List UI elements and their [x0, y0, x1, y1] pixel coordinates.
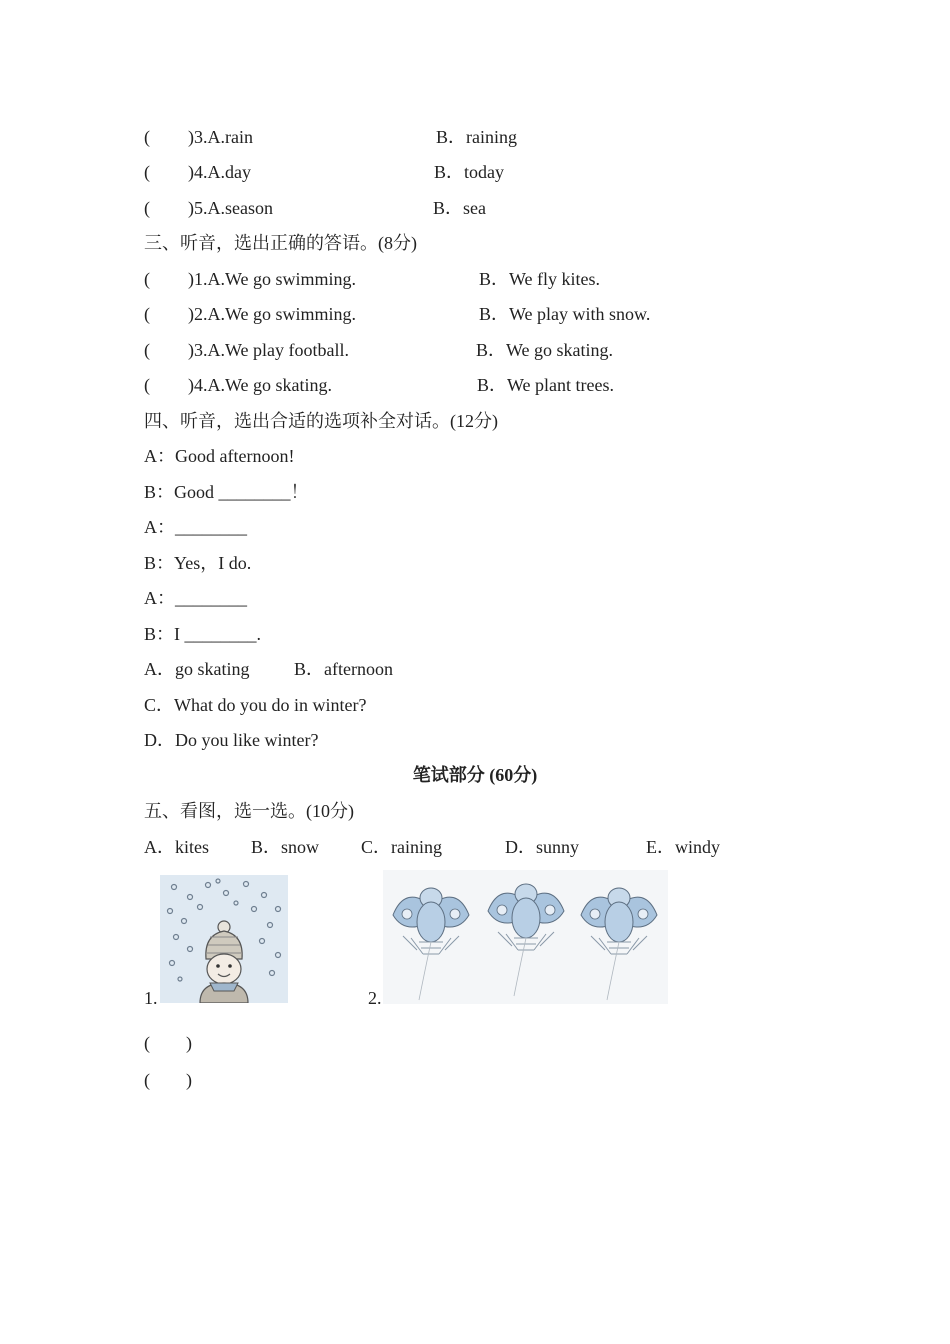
q3-item-2: ( )2.A.We go swimming. B．We play with snow. — [144, 304, 651, 324]
option-b: B．We fly kites. — [479, 269, 601, 289]
option-b: B．today — [434, 162, 504, 182]
q2-item-4: ( )4.A.day B．today — [144, 162, 504, 182]
option-b: B．sea — [433, 198, 486, 218]
option-b: B．We play with snow. — [479, 304, 651, 324]
q3-item-3: ( )3.A.We play football. B．We go skating. — [144, 340, 614, 360]
picture-number-2: 2. — [368, 988, 382, 1008]
answer-blank-1: ( ) — [144, 1033, 192, 1053]
dialogue-line: A：________ — [144, 588, 247, 608]
q2-item-3: ( )3.A.rain B．raining — [144, 127, 517, 147]
section3-title: 三、听音，选出正确的答语。(8分) — [144, 233, 417, 253]
dialogue-line: A：________ — [144, 517, 247, 537]
option-b: B．afternoon — [294, 659, 393, 679]
answer-blank-2: ( ) — [144, 1070, 192, 1090]
section4-title: 四、听音，选出合适的选项补全对话。(12分) — [144, 411, 498, 431]
dialogue-options-ab — [144, 657, 393, 681]
option-d: D．sunny — [505, 837, 580, 857]
dialogue-line: A：Good afternoon! — [144, 446, 295, 466]
section5-title: 五、看图，选一选。(10分) — [144, 801, 354, 821]
q3-item-4: ( )4.A.We go skating. B．We plant trees. — [144, 375, 615, 395]
option-a: A．kites — [144, 837, 209, 857]
q3-item-1: ( )1.A.We go swimming. B．We fly kites. — [144, 269, 601, 289]
option-a: )5.A.season — [188, 198, 273, 218]
dialogue-line: B：I ________. — [144, 624, 261, 644]
option-a: )2.A.We go swimming. — [188, 304, 357, 324]
snow-child-picture — [160, 875, 288, 1003]
picture-number-1: 1. — [144, 988, 158, 1008]
option-a: )4.A.We go skating. — [188, 375, 333, 395]
option-e: E．windy — [646, 837, 720, 857]
kites-picture — [383, 870, 668, 1004]
written-part-title: 笔试部分 (60分) — [412, 765, 538, 785]
dialogue-line: B：Good ________！ — [144, 482, 309, 502]
option-c: C．raining — [361, 837, 442, 857]
dialogue-option-d: D．Do you like winter? — [144, 730, 319, 750]
option-b: B．We plant trees. — [477, 375, 615, 395]
option-a: )4.A.day — [188, 162, 251, 182]
dialogue-line: B：Yes，I do. — [144, 553, 252, 573]
q2-item-5: ( )5.A.season B．sea — [144, 198, 486, 218]
option-b: B．We go skating. — [476, 340, 614, 360]
option-a: A．go skating — [144, 659, 250, 679]
option-a: )3.A.rain — [188, 127, 253, 147]
option-b: B．raining — [436, 127, 517, 147]
dialogue-option-c: C．What do you do in winter? — [144, 695, 367, 715]
option-a: )3.A.We play football. — [188, 340, 350, 360]
option-a: )1.A.We go swimming. — [188, 269, 357, 289]
option-b: B．snow — [251, 837, 320, 857]
